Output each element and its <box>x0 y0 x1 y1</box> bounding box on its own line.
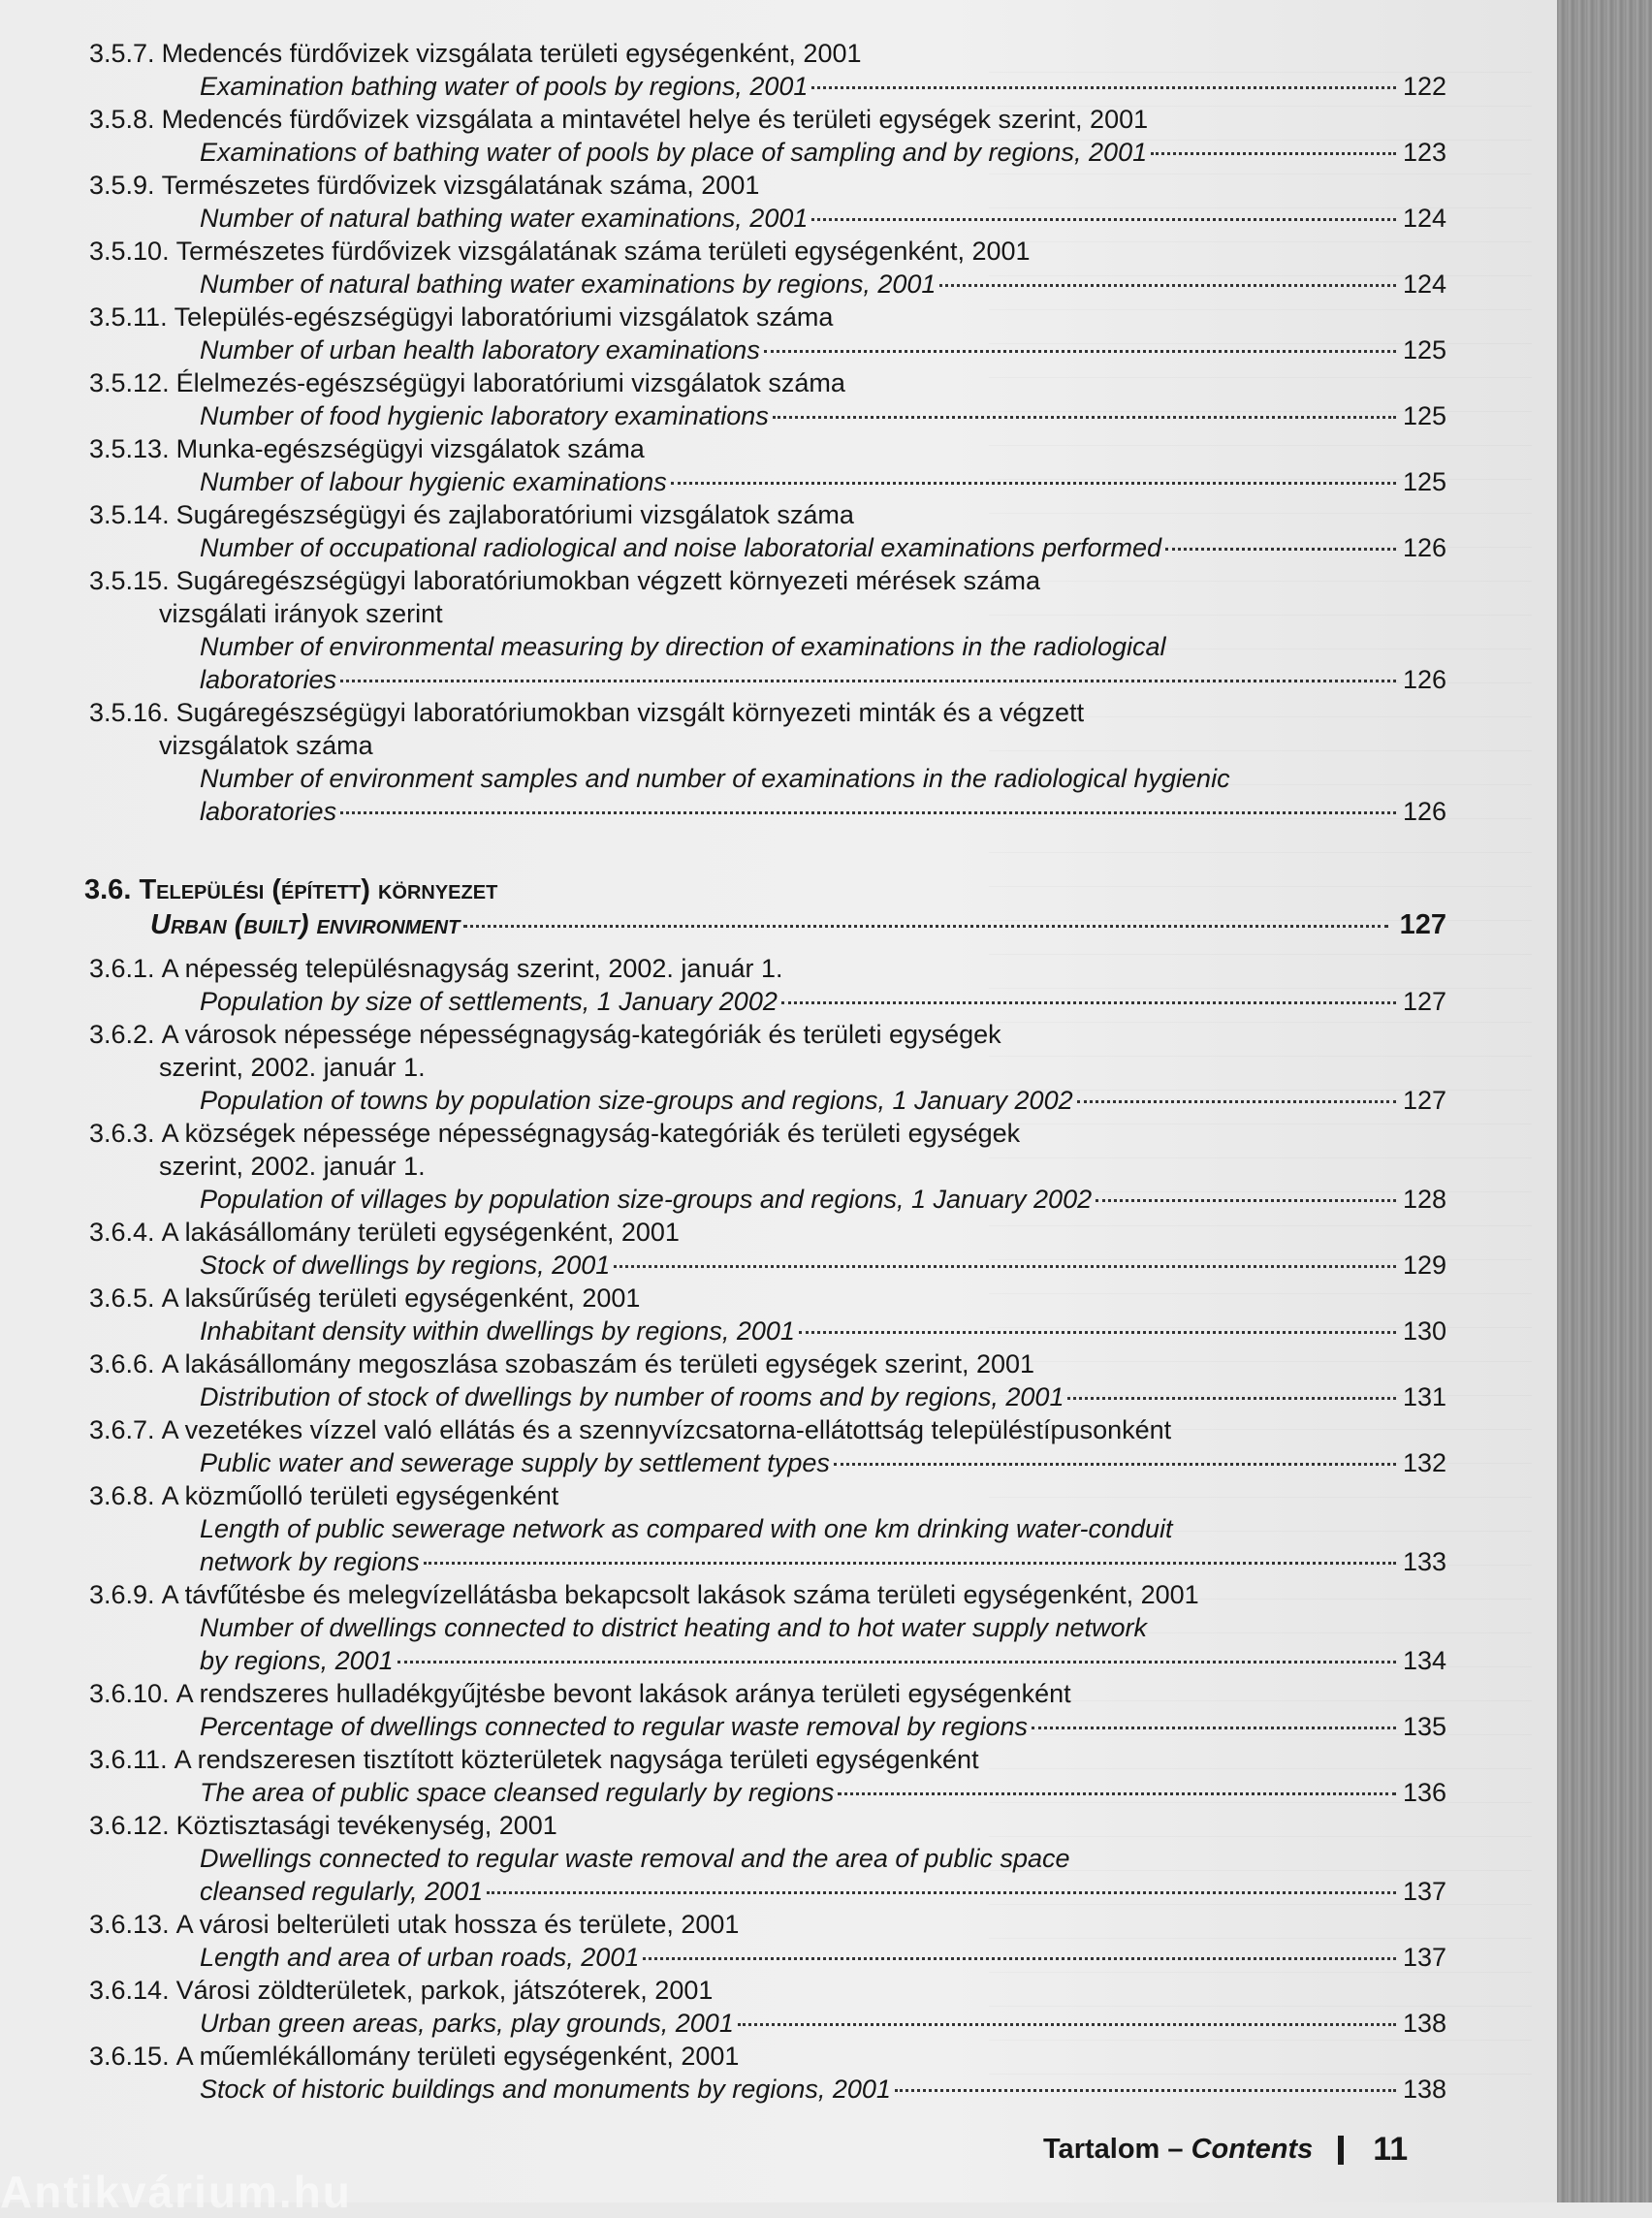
entry-title-hu: A városi belterületi utak hossza és területe, 2001 <box>175 1910 740 1939</box>
toc-entry <box>89 1216 1446 1282</box>
entry-title-hu: Sugáregészségügyi laboratóriumokban vizsgált környezeti minták és a végzett <box>175 698 1085 727</box>
entry-title-en <box>89 985 1446 1018</box>
entry-title-en-line: Length of public sewerage network as compared with one km drinking water-conduit <box>200 1514 1173 1543</box>
leader-dots <box>643 1957 1396 1960</box>
entry-number: 3.6.5. <box>89 1283 155 1313</box>
entry-page-number: 126 <box>1402 665 1446 694</box>
entry-page-number: 123 <box>1402 138 1446 167</box>
leader-dots <box>811 218 1396 221</box>
section-number: 3.6. <box>84 874 132 905</box>
entry-page-number: 138 <box>1402 2075 1446 2104</box>
entry-title-en-line: Dwellings connected to regular waste removal and the area of public space <box>200 1844 1070 1873</box>
entry-title-en <box>89 1776 1446 1809</box>
leader-dots <box>340 811 1396 814</box>
entry-page-number: 130 <box>1402 1316 1446 1346</box>
entry-number: 3.6.10. <box>89 1679 170 1708</box>
entry-title-hu: Köztisztasági tevékenység, 2001 <box>175 1811 557 1840</box>
entry-page-number: 126 <box>1402 533 1446 562</box>
leader-dots <box>1032 1727 1396 1729</box>
entry-title-en-line: Length and area of urban roads, 2001 <box>200 1943 640 1972</box>
entry-page-number: 136 <box>1402 1778 1446 1807</box>
section-title-en-row <box>84 907 1446 942</box>
entry-title-en <box>89 1380 1446 1413</box>
entry-title-hu: A községek népessége népességnagyság-kategóriák és területi egységek <box>161 1119 1021 1148</box>
toc-entry <box>89 103 1446 169</box>
leader-dots <box>614 1265 1396 1268</box>
entry-title-hu: A vezetékes vízzel való ellátás és a szennyvízcsatorna-ellátottság településtípusonként <box>161 1415 1172 1444</box>
entry-number: 3.5.13. <box>89 434 170 463</box>
section-page: 127 <box>1399 909 1446 940</box>
entry-page-number: 137 <box>1402 1943 1446 1972</box>
entry-title-en <box>89 1941 1446 1974</box>
toc-entry <box>89 37 1446 103</box>
book-edge <box>1557 0 1652 2202</box>
leader-dots <box>487 1891 1396 1894</box>
toc-entry <box>89 952 1446 1018</box>
entry-title-hu: A lakásállomány területi egységenként, 2001 <box>161 1218 680 1247</box>
entry-title-hu: Medencés fürdővizek vizsgálata a mintavétel helye és területi egységek szerint, 2001 <box>161 105 1149 134</box>
entry-page-number: 124 <box>1402 269 1446 299</box>
entry-title-en <box>89 1512 1446 1578</box>
entry-page-number: 128 <box>1402 1185 1446 1214</box>
leader-dots <box>340 680 1396 682</box>
toc-entry <box>89 432 1446 498</box>
entry-title-hu: vizsgálatok száma <box>159 731 373 760</box>
toc-entry <box>89 1809 1446 1908</box>
entry-title-hu: A városok népessége népességnagyság-kategóriák és területi egységek <box>161 1020 1001 1049</box>
toc-entry <box>89 169 1446 235</box>
entry-title-hu: A műemlékállomány területi egységenként, 2001 <box>175 2042 740 2071</box>
toc-entry <box>89 1479 1446 1578</box>
entry-page-number: 134 <box>1402 1646 1446 1675</box>
entry-title-en <box>89 202 1446 235</box>
entry-title-en-line: Public water and sewerage supply by settlement types <box>200 1448 830 1477</box>
section-title-en: Urban (built) environment <box>150 909 461 940</box>
entry-title-en-line: Stock of historic buildings and monuments by regions, 2001 <box>200 2075 891 2104</box>
entry-title-hu: Városi zöldterületek, parkok, játszóterek, 2001 <box>175 1976 714 2005</box>
entry-number: 3.6.14. <box>89 1976 170 2005</box>
entry-title-en <box>89 465 1446 498</box>
entry-title-hu: A rendszeres hulladékgyűjtésbe bevont lakások aránya területi egységenként <box>175 1679 1071 1708</box>
entry-page-number: 126 <box>1402 797 1446 826</box>
entry-page-number: 133 <box>1402 1547 1446 1576</box>
leader-dots <box>671 482 1396 485</box>
footer-label-en: Contents <box>1191 2134 1314 2165</box>
entry-number: 3.6.3. <box>89 1119 155 1148</box>
entry-title-hu: A laksűrűség területi egységenként, 2001 <box>161 1283 641 1313</box>
entry-title-en <box>89 531 1446 564</box>
entry-page-number: 124 <box>1402 204 1446 233</box>
leader-dots <box>939 284 1396 287</box>
entry-title-hu: A rendszeresen tisztított közterületek nagysága területi egységenként <box>174 1745 979 1774</box>
entry-title-en <box>89 333 1446 366</box>
entry-title-en-line: Number of urban health laboratory examinations <box>200 335 760 364</box>
page-footer <box>1043 2131 1408 2169</box>
entry-number: 3.6.7. <box>89 1415 155 1444</box>
entry-number: 3.6.13. <box>89 1910 170 1939</box>
entry-title-en-line: Number of environment samples and number of examinations in the radiological hygienic <box>200 764 1230 793</box>
entry-number: 3.5.8. <box>89 105 155 134</box>
entry-number: 3.6.8. <box>89 1481 155 1510</box>
entry-page-number: 129 <box>1402 1251 1446 1280</box>
entry-title-en <box>89 136 1446 169</box>
entry-title-en-line: Percentage of dwellings connected to regular waste removal by regions <box>200 1712 1028 1741</box>
toc-entry <box>89 235 1446 301</box>
entry-title-hu: Természetes fürdővizek vizsgálatának száma területi egységenként, 2001 <box>175 237 1031 266</box>
toc-entry <box>89 366 1446 432</box>
entry-title-en-line: laboratories <box>200 665 337 694</box>
leader-dots <box>463 925 1388 928</box>
entry-title-en <box>89 1611 1446 1677</box>
toc-entry <box>89 1743 1446 1809</box>
entry-page-number: 125 <box>1402 467 1446 496</box>
entry-title-en-line: Number of labour hygienic examinations <box>200 467 667 496</box>
watermark: Antikvárium.hu <box>0 2167 352 2217</box>
leader-dots <box>781 1001 1396 1004</box>
entry-title-en <box>89 268 1446 301</box>
entry-page-number: 125 <box>1402 335 1446 364</box>
entry-number: 3.5.14. <box>89 500 170 529</box>
entry-title-en <box>89 70 1446 103</box>
leader-dots <box>1165 548 1396 551</box>
entry-page-number: 131 <box>1402 1382 1446 1411</box>
entry-title-hu: Munka-egészségügyi vizsgálatok száma <box>175 434 645 463</box>
leader-dots <box>397 1661 1396 1664</box>
toc-entry <box>89 564 1446 696</box>
leader-dots <box>424 1562 1396 1565</box>
entry-title-en <box>89 1710 1446 1743</box>
entry-title-en-line: Examinations of bathing water of pools by place of sampling and by regions, 2001 <box>200 138 1148 167</box>
entry-title-en-line: Number of dwellings connected to district heating and to hot water supply network <box>200 1613 1148 1642</box>
entry-number: 3.6.4. <box>89 1218 155 1247</box>
page-number: 11 <box>1373 2131 1409 2168</box>
entry-title-en-line: cleansed regularly, 2001 <box>200 1877 484 1906</box>
leader-dots <box>834 1463 1396 1466</box>
entry-title-en-line: by regions, 2001 <box>200 1646 394 1675</box>
entry-title-en-line: Examination bathing water of pools by regions, 2001 <box>200 72 809 101</box>
footer-divider <box>1338 2136 1344 2165</box>
leader-dots <box>773 416 1396 419</box>
entry-number: 3.5.11. <box>89 302 168 332</box>
entry-title-en <box>89 1446 1446 1479</box>
entry-number: 3.5.7. <box>89 39 155 68</box>
entry-title-hu: Sugáregészségügyi és zajlaboratóriumi vizsgálatok száma <box>175 500 854 529</box>
entry-page-number: 137 <box>1402 1877 1446 1906</box>
entry-number: 3.6.9. <box>89 1580 155 1609</box>
entry-title-en <box>89 630 1446 696</box>
table-of-contents <box>84 37 1446 2106</box>
entry-title-en <box>89 399 1446 432</box>
entry-title-en-line: Urban green areas, parks, play grounds, 2001 <box>200 2009 734 2038</box>
entry-title-en-line: Population of villages by population size-groups and regions, 1 January 2002 <box>200 1185 1093 1214</box>
entry-title-hu: Sugáregészségügyi laboratóriumokban végzett környezeti mérések száma <box>175 566 1041 595</box>
entry-title-hu: Település-egészségügyi laboratóriumi vizsgálatok száma <box>174 302 834 332</box>
entry-title-en-line: Number of occupational radiological and noise laboratorial examinations performed <box>200 533 1162 562</box>
entry-page-number: 132 <box>1402 1448 1446 1477</box>
entry-title-en <box>89 2073 1446 2106</box>
toc-entry <box>89 301 1446 366</box>
entry-title-en <box>89 1315 1446 1347</box>
entry-page-number: 125 <box>1402 401 1446 430</box>
entry-number: 3.6.15. <box>89 2042 170 2071</box>
entry-title-en-line: The area of public space cleansed regularly by regions <box>200 1778 835 1807</box>
entry-title-en <box>89 2007 1446 2040</box>
toc-entry <box>89 696 1446 828</box>
entry-title-en-line: Number of food hygienic laboratory examinations <box>200 401 769 430</box>
entry-title-en <box>89 1183 1446 1216</box>
entry-title-en-line: laboratories <box>200 797 337 826</box>
leader-dots <box>764 350 1396 353</box>
entry-title-en <box>89 1084 1446 1117</box>
entry-title-hu: vizsgálati irányok szerint <box>159 599 443 628</box>
section-title-hu: Települési (épített) környezet <box>139 874 498 905</box>
leader-dots <box>1151 152 1396 155</box>
entry-title-hu: Élelmezés-egészségügyi laboratóriumi vizsgálatok száma <box>175 368 845 397</box>
entry-title-hu: szerint, 2002. január 1. <box>159 1152 426 1181</box>
toc-entry <box>89 1347 1446 1413</box>
footer-label: Tartalom – <box>1043 2134 1184 2165</box>
entry-title-hu: A közműolló területi egységenként <box>161 1481 559 1510</box>
entry-title-hu: Természetes fürdővizek vizsgálatának száma, 2001 <box>161 171 760 200</box>
entry-number: 3.5.15. <box>89 566 170 595</box>
toc-entry <box>89 1117 1446 1216</box>
entry-title-en-line: Stock of dwellings by regions, 2001 <box>200 1251 611 1280</box>
entry-title-en-line: network by regions <box>200 1547 420 1576</box>
leader-dots <box>895 2089 1396 2092</box>
entry-title-en-line: Inhabitant density within dwellings by regions, 2001 <box>200 1316 795 1346</box>
leader-dots <box>838 1792 1396 1795</box>
entry-title-en-line: Population by size of settlements, 1 January 2002 <box>200 987 778 1016</box>
entry-title-en-line: Number of natural bathing water examinations by regions, 2001 <box>200 269 937 299</box>
entry-title-en <box>89 762 1446 828</box>
toc-entry <box>89 498 1446 564</box>
entry-title-hu: A népesség településnagyság szerint, 2002. január 1. <box>161 954 783 983</box>
toc-entry <box>89 1974 1446 2040</box>
leader-dots <box>1077 1100 1396 1103</box>
entry-page-number: 127 <box>1402 1086 1446 1115</box>
entry-number: 3.6.11. <box>89 1745 168 1774</box>
entry-number: 3.6.12. <box>89 1811 170 1840</box>
entry-title-en-line: Distribution of stock of dwellings by number of rooms and by regions, 2001 <box>200 1382 1064 1411</box>
entry-page-number: 135 <box>1402 1712 1446 1741</box>
entry-number: 3.5.16. <box>89 698 170 727</box>
entry-page-number: 138 <box>1402 2009 1446 2038</box>
entry-title-en <box>89 1249 1446 1282</box>
entry-title-hu: A lakásállomány megoszlása szobaszám és területi egységek szerint, 2001 <box>161 1349 1035 1378</box>
entry-page-number: 127 <box>1402 987 1446 1016</box>
entry-number: 3.6.6. <box>89 1349 155 1378</box>
toc-entry <box>89 1677 1446 1743</box>
entry-page-number: 122 <box>1402 72 1446 101</box>
leader-dots <box>811 86 1396 89</box>
entry-title-hu: A távfűtésbe és melegvízellátásba bekapcsolt lakások száma területi egységenként, 2001 <box>161 1580 1199 1609</box>
leader-dots <box>738 2023 1396 2026</box>
entry-title-en-line: Number of environmental measuring by direction of examinations in the radiological <box>200 632 1166 661</box>
entry-number: 3.6.2. <box>89 1020 155 1049</box>
toc-list-3-6 <box>89 952 1446 2106</box>
toc-entry <box>89 1413 1446 1479</box>
toc-entry <box>89 1908 1446 1974</box>
leader-dots <box>1096 1199 1396 1202</box>
entry-number: 3.5.9. <box>89 171 155 200</box>
toc-list-3-5 <box>89 37 1446 828</box>
section-heading <box>84 872 1446 942</box>
entry-title-hu: Medencés fürdővizek vizsgálata területi egységenként, 2001 <box>161 39 862 68</box>
entry-number: 3.5.10. <box>89 237 170 266</box>
toc-entry <box>89 1282 1446 1347</box>
entry-title-en <box>89 1842 1446 1908</box>
toc-entry <box>89 1578 1446 1677</box>
toc-entry <box>89 1018 1446 1117</box>
entry-title-en-line: Population of towns by population size-groups and regions, 1 January 2002 <box>200 1086 1073 1115</box>
entry-title-en-line: Number of natural bathing water examinations, 2001 <box>200 204 809 233</box>
entry-number: 3.6.1. <box>89 954 155 983</box>
toc-entry <box>89 2040 1446 2106</box>
entry-number: 3.5.12. <box>89 368 170 397</box>
leader-dots <box>1067 1397 1396 1400</box>
leader-dots <box>799 1331 1396 1334</box>
entry-title-hu: szerint, 2002. január 1. <box>159 1053 426 1082</box>
